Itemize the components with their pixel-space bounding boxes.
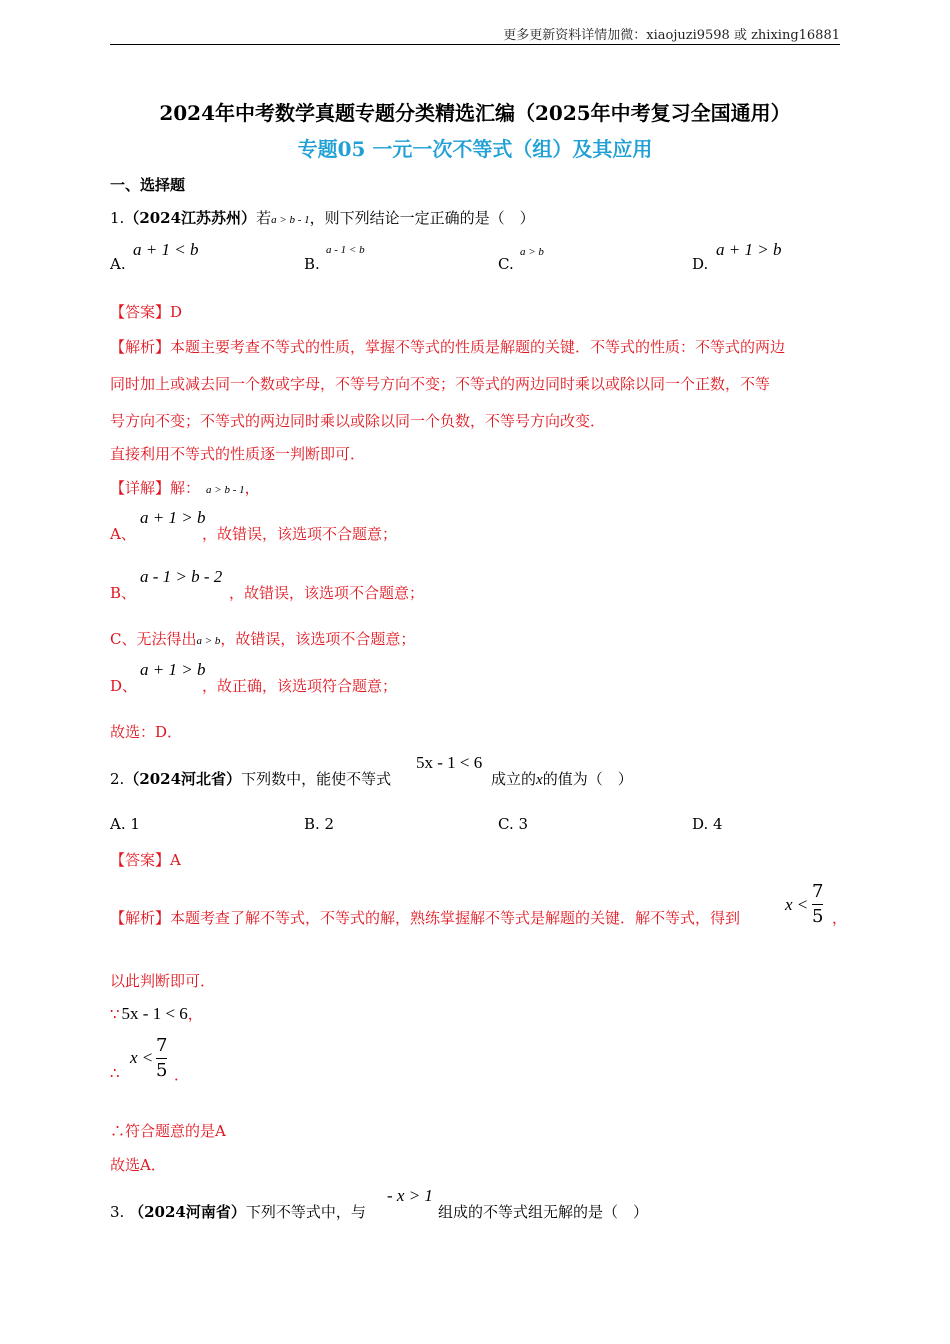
q1-step-a-text: ，故错误，该选项不合题意； — [202, 525, 398, 543]
fraction-denominator: 5 — [812, 906, 824, 927]
q1-step-a-math: a + 1 > b — [140, 508, 206, 527]
q2-step-2-end: ． — [174, 1066, 190, 1084]
q1-option-d-math: a + 1 > b — [716, 240, 782, 259]
q1-option-d-label: D. — [692, 255, 709, 273]
q2-step-3: ∴符合题意的是A — [110, 1122, 226, 1140]
q1-analysis-line: 【解析】本题主要考查不等式的性质，掌握不等式的性质是解题的关键．不等式的性质：不等式的两边 — [110, 338, 786, 356]
stem-text: ，则下列结论一定正确的是（ ） — [309, 209, 535, 227]
q1-step-c — [110, 628, 415, 649]
q2-step-2-lhs: x < — [130, 1048, 154, 1067]
q1-option-b-math: a - 1 < b — [326, 244, 365, 256]
step-c-math: a > b — [196, 635, 221, 647]
question-number: 2. — [110, 770, 125, 788]
q1-step-b-label: B、 — [110, 584, 137, 602]
stem-text: 若 — [256, 209, 272, 227]
step-c-text: ，故错误，该选项不合题意； — [220, 630, 416, 648]
stem-text: 下列不等式中，与 — [245, 1203, 366, 1221]
fraction-denominator: 5 — [156, 1060, 168, 1081]
detail-math: a > b - 1 — [206, 484, 245, 496]
section-heading: 一、选择题 — [110, 176, 186, 194]
stem-text: 成立的 — [491, 770, 537, 788]
document-title: 2024年中考数学真题专题分类精选汇编（2025年中考复习全国通用） — [159, 101, 791, 125]
question-source: （2024江苏苏州） — [124, 209, 257, 227]
q1-step-a-label: A、 — [110, 525, 136, 543]
header-note: 更多更新资料详情加微：xiaojuzi9598 或 zhixing16881 — [503, 28, 840, 43]
q2-inequality-math: 5x - 1 < 6 — [416, 753, 483, 772]
q1-answer: 【答案】D — [110, 303, 183, 321]
detail-label: 【详解】解： — [110, 479, 201, 497]
q2-option-d: D. 4 — [692, 815, 723, 833]
q1-step-d-text: ，故正确，该选项符合题意； — [202, 677, 398, 695]
q1-detail-intro — [110, 477, 260, 498]
q1-option-a-label: A. — [110, 255, 126, 273]
q1-step-d-math: a + 1 > b — [140, 660, 206, 679]
document-subtitle: 专题05 一元一次不等式（组）及其应用 — [297, 137, 653, 161]
q2-analysis-line: 以此判断即可． — [110, 972, 216, 990]
question-3-stem-end: 组成的不等式组无解的是（ ） — [438, 1203, 649, 1221]
fraction-numerator: 7 — [156, 1035, 168, 1056]
q2-analysis-line: 【解析】本题考查了解不等式，不等式的解，熟练掌握解不等式是解题的关键．解不等式，得到 — [110, 909, 741, 927]
condition-math: a > b - 1 — [271, 214, 310, 226]
q1-step-b-math: a - 1 > b - 2 — [140, 567, 223, 586]
question-2-stem-end — [491, 768, 633, 789]
q3-inequality-math: - x > 1 — [387, 1186, 433, 1205]
because-symbol: ∵ — [110, 1005, 120, 1023]
q1-conclusion: 故选：D． — [110, 723, 183, 741]
step-1-end: ， — [187, 1005, 203, 1023]
q2-analysis-end: ， — [832, 909, 848, 927]
question-2-stem-start — [110, 768, 391, 789]
question-number: 1. — [110, 209, 125, 227]
q1-step-d-label: D、 — [110, 677, 138, 695]
q1-option-a-math: a + 1 < b — [133, 240, 199, 259]
q2-answer: 【答案】A — [110, 851, 181, 869]
stem-text: 的值为（ ） — [542, 770, 633, 788]
question-number: 3. — [110, 1203, 125, 1221]
q2-option-c: C. 3 — [498, 815, 529, 833]
stem-text: 下列数中，能使不等式 — [241, 770, 392, 788]
q1-option-b-label: B. — [304, 255, 320, 273]
q2-step-2-label: ∴ — [110, 1064, 120, 1082]
header-divider — [110, 44, 840, 45]
variable-x: x — [536, 772, 543, 788]
q1-step-b-text: ，故错误，该选项不合题意； — [229, 584, 425, 602]
q1-option-c-math: a > b — [520, 246, 544, 258]
step-c-label: C、无法得出 — [110, 630, 197, 648]
q1-analysis-line: 号方向不变；不等式的两边同时乘以或除以同一个负数，不等号方向改变． — [110, 412, 606, 430]
fraction-numerator: 7 — [812, 881, 824, 902]
q1-analysis-line: 直接利用不等式的性质逐一判断即可． — [110, 445, 366, 463]
q2-conclusion: 故选A． — [110, 1156, 166, 1174]
question-3-stem-start — [110, 1201, 366, 1222]
question-source: （2024河北省） — [124, 770, 242, 788]
q1-option-c-label: C. — [498, 255, 514, 273]
detail-end: ， — [244, 479, 260, 497]
q2-step-1 — [110, 1003, 203, 1024]
question-source: （2024河南省） — [129, 1203, 246, 1221]
q2-option-a: A. 1 — [110, 815, 140, 833]
step-1-math: 5x - 1 < 6 — [121, 1004, 188, 1023]
q2-step-2-fraction — [156, 1034, 167, 1083]
q2-analysis-fraction-lhs: x < — [785, 895, 809, 914]
q2-option-b: B. 2 — [304, 815, 335, 833]
q1-analysis-line: 同时加上或减去同一个数或字母，不等号方向不变；不等式的两边同时乘以或除以同一个正数，不等 — [110, 375, 771, 393]
q2-analysis-fraction — [812, 880, 823, 929]
question-1-stem — [110, 207, 535, 228]
